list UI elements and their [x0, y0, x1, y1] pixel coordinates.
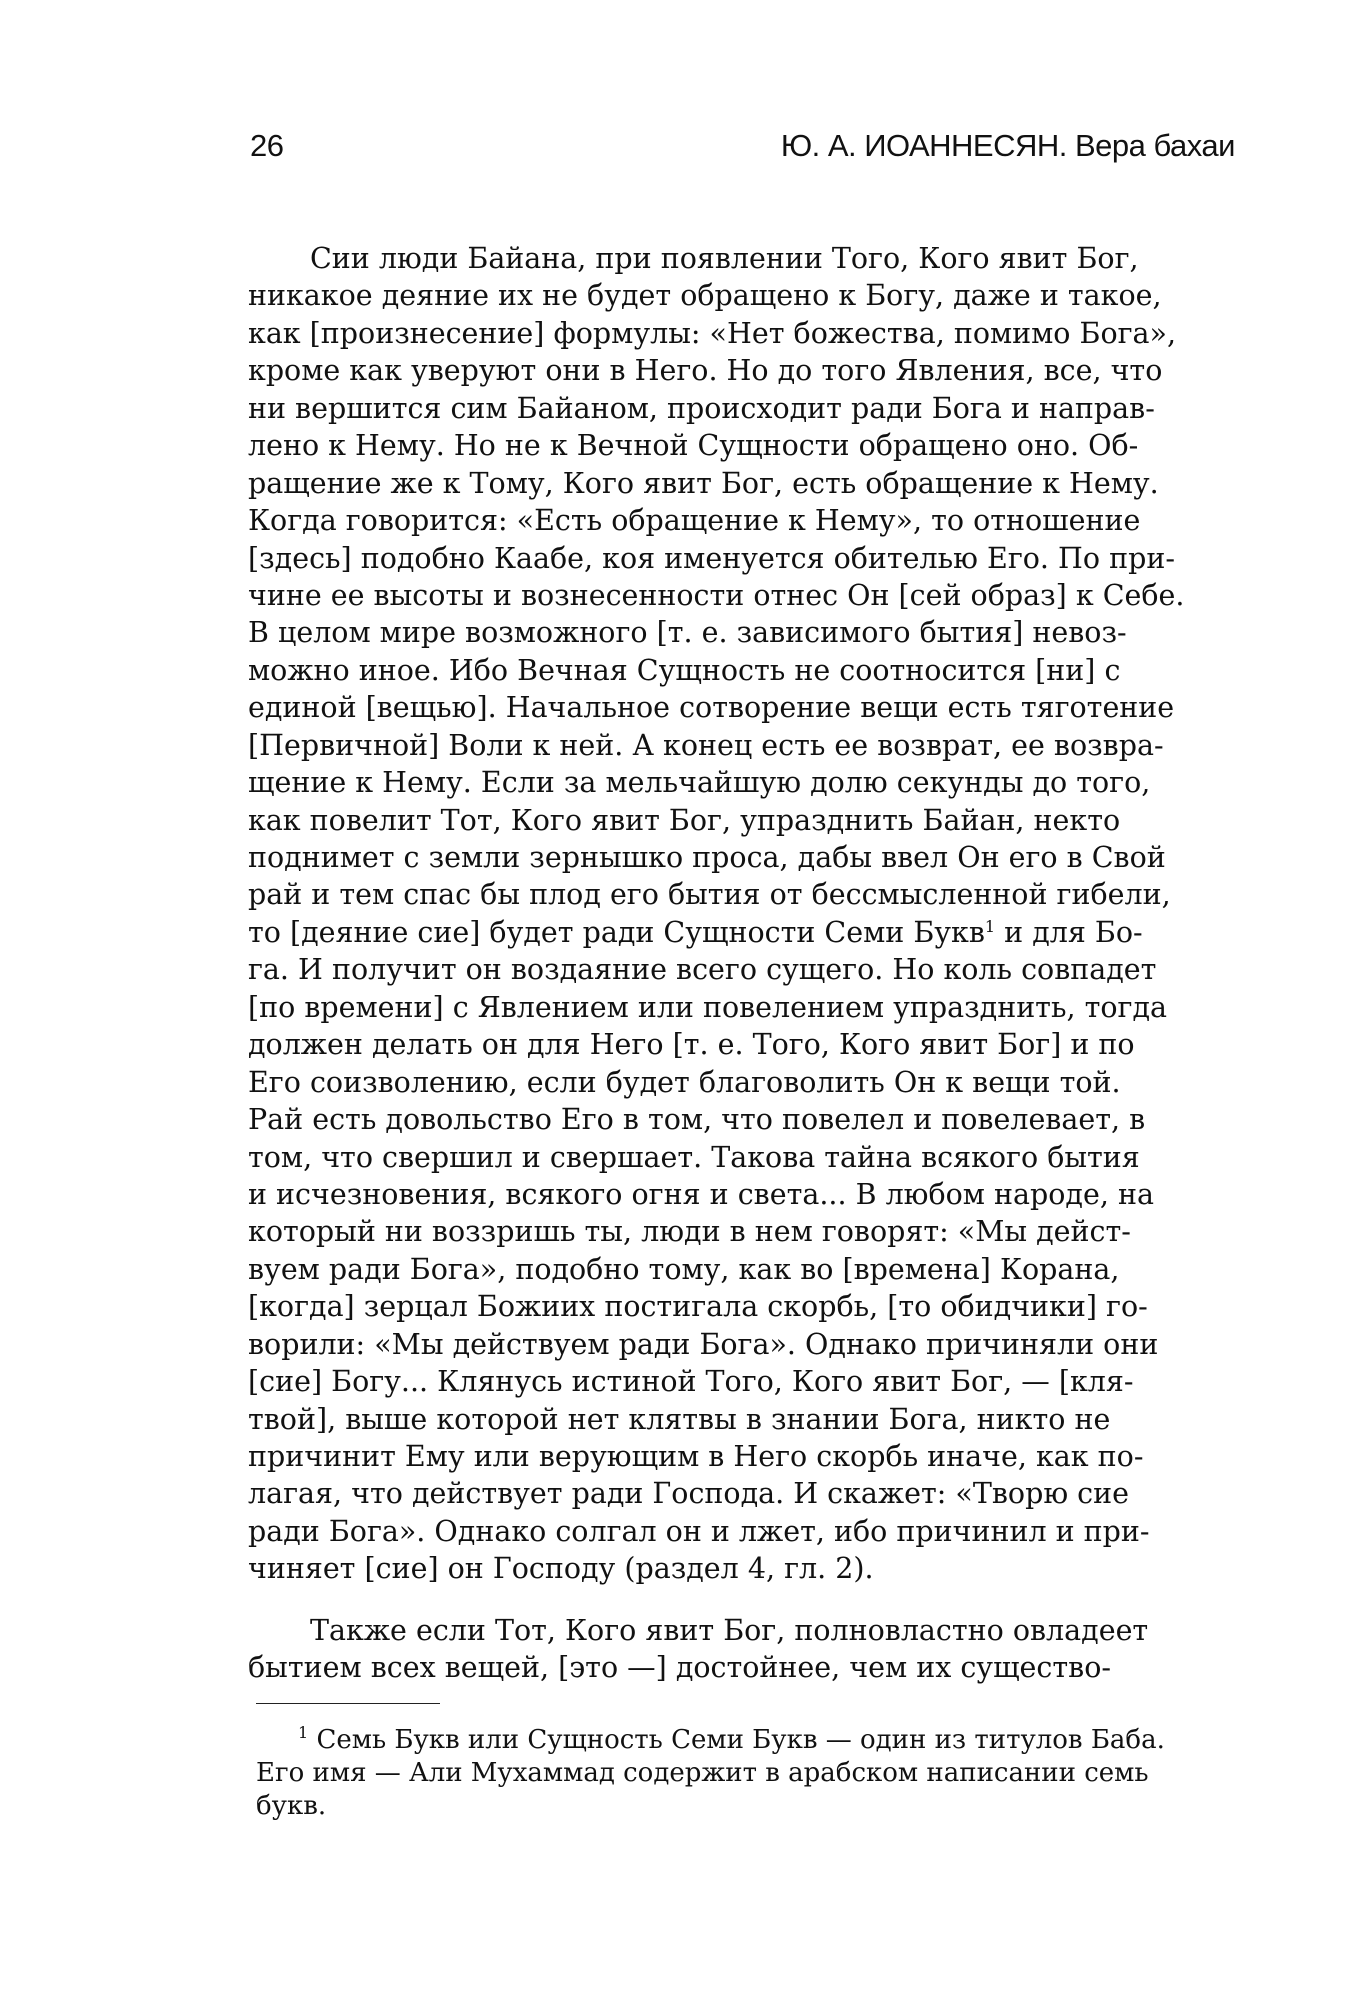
footnote-line: [256, 1724, 1165, 1757]
text-line: [Первичной] Воли к ней. А конец есть ее возврат, ее возвра-: [248, 728, 1164, 762]
paragraph-1: [248, 240, 1185, 1588]
text-line: твой], выше которой нет клятвы в знании Бога, никто не: [248, 1402, 1111, 1436]
text-line: должен делать он для Него [т. е. Того, Кого явит Бог] и по: [248, 1028, 1135, 1062]
page-number: 26: [250, 128, 284, 163]
text-line-with-footnote: [248, 914, 1184, 951]
text-line: как [произнесение] формулы: «Нет божества, помимо Бога»,: [248, 316, 1177, 350]
text-line: никакое деяние их не будет обращено к Богу, даже и такое,: [248, 279, 1162, 313]
text-line: Его соизволению, если будет благоволить Он к вещи той.: [248, 1065, 1121, 1099]
text-line: единой [вещью]. Начальное сотворение вещи есть тяготение: [248, 691, 1175, 725]
text-line: лено к Нему. Но не к Вечной Сущности обращено оно. Об-: [248, 429, 1139, 463]
footnote-text: Семь Букв или Сущность Семи Букв — один из титулов Баба.: [308, 1725, 1165, 1755]
text-line: причинит Ему или верующим в Него скорбь иначе, как по-: [248, 1440, 1144, 1473]
text-line: вуем ради Бога», подобно тому, как во [времена] Корана,: [248, 1252, 1120, 1286]
text-line: Рай есть довольство Его в том, что повелел и повелевает, в: [248, 1103, 1146, 1137]
text-fragment: и для Бо-: [995, 915, 1143, 949]
footnote-line: Его имя — Али Мухаммад содержит в арабском написании семь: [256, 1758, 1149, 1788]
text-line: который ни воззришь ты, люди в нем говорят: «Мы дейст-: [248, 1215, 1131, 1249]
text-line: щение к Нему. Если за мельчайшую долю секунды до того,: [248, 766, 1151, 800]
text-fragment: то [деяние сие] будет ради Сущности Семи Букв: [248, 915, 985, 949]
text-line: Сии люди Байана, при появлении Того, Кого явит Бог,: [310, 242, 1139, 275]
footnote: [256, 1724, 1165, 1823]
text-line: ращение же к Тому, Кого явит Бог, есть обращение к Нему.: [248, 466, 1159, 500]
text-line: бытием всех вещей, [это —] достойнее, чем их существо-: [248, 1651, 1111, 1685]
text-line: [когда] зерцал Божиих постигала скорбь, [то обидчики] го-: [248, 1290, 1148, 1324]
text-line: [сие] Богу... Клянусь истиной Того, Кого явит Бог, — [кля-: [248, 1365, 1134, 1399]
paragraph-2: [248, 1612, 1149, 1687]
footnote-marker: 1: [984, 916, 996, 936]
text-line: том, что свершил и свершает. Такова тайна всякого бытия: [248, 1140, 1140, 1174]
text-line: В целом мире возможного [т. е. зависимого бытия] невоз-: [248, 616, 1127, 650]
text-line: кроме как уверуют они в Него. Но до того Явления, все, что: [248, 354, 1163, 388]
text-line: и исчезновения, всякого огня и света... В любом народе, на: [248, 1177, 1154, 1211]
text-line: [здесь] подобно Каабе, коя именуется обителью Его. По при-: [248, 541, 1175, 575]
text-line: [по времени] с Явлением или повелением упразднить, тогда: [248, 990, 1167, 1024]
running-title: Ю. А. ИОАННЕСЯН. Вера бахаи: [780, 128, 1235, 163]
text-line: чиняет [сие] он Господу (раздел 4, гл. 2).: [248, 1552, 874, 1586]
text-line: ни вершится сим Байаном, происходит ради Бога и направ-: [248, 391, 1155, 425]
footnote-line: букв.: [256, 1791, 327, 1821]
footnote-number: 1: [298, 1723, 309, 1742]
text-line: ворили: «Мы действуем ради Бога». Однако причиняли они: [248, 1327, 1159, 1361]
text-line: ради Бога». Однако солгал он и лжет, ибо причинил и при-: [248, 1514, 1150, 1548]
text-line: Когда говорится: «Есть обращение к Нему», то отношение: [248, 504, 1141, 538]
text-line: можно иное. Ибо Вечная Сущность не соотносится [ни] с: [248, 653, 1121, 687]
text-line: Также если Тот, Кого явит Бог, полновластно овладеет: [310, 1614, 1149, 1647]
text-line: как повелит Тот, Кого явит Бог, упразднить Байан, некто: [248, 803, 1121, 837]
text-line: поднимет с земли зернышко проса, дабы ввел Он его в Свой: [248, 841, 1166, 874]
text-line: га. И получит он воздаяние всего сущего. Но коль совпадет: [248, 953, 1157, 987]
footnote-divider: [256, 1703, 440, 1704]
running-head: [250, 126, 1235, 166]
text-line: рай и тем спас бы плод его бытия от бессмысленной гибели,: [248, 878, 1171, 912]
text-line: чине ее высоты и вознесенности отнес Он [сей образ] к Себе.: [248, 578, 1185, 612]
text-line: лагая, что действует ради Господа. И скажет: «Творю сие: [248, 1477, 1130, 1511]
